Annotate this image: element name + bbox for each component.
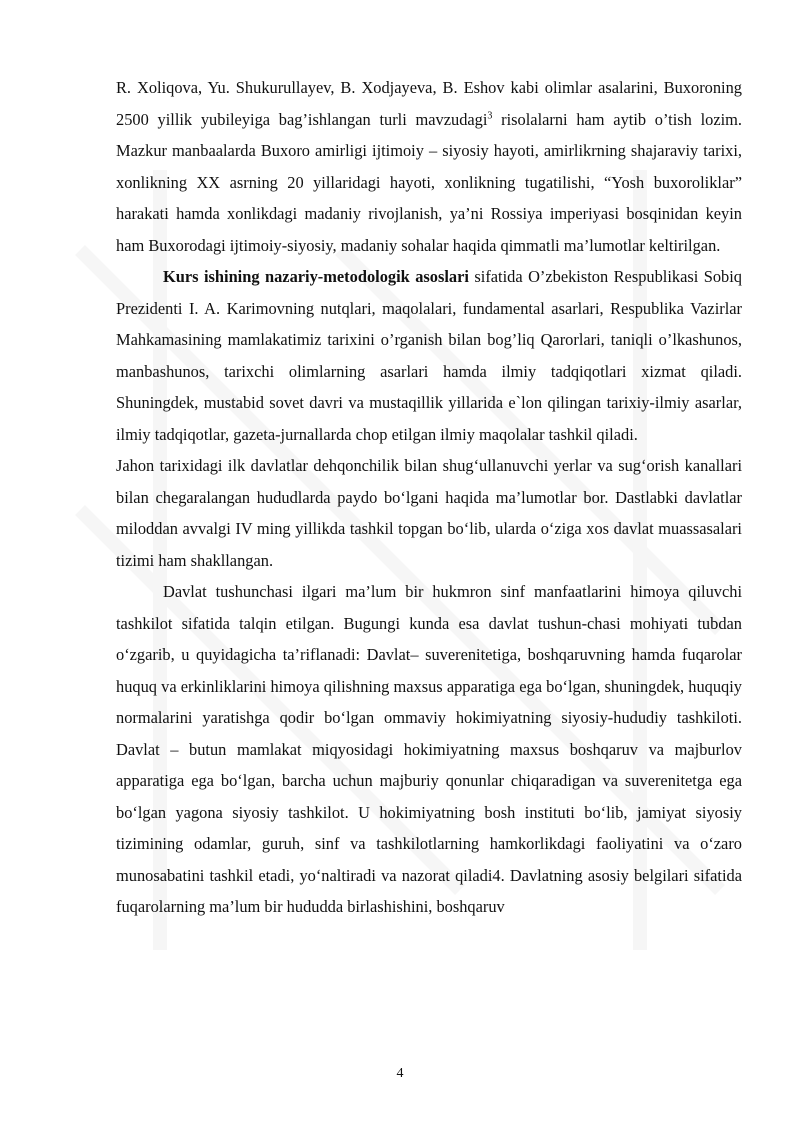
paragraph-text: Jahon tarixidagi ilk davlatlar dehqonchilik bilan shug‘ullanuvchi yerlar va sug‘orish kanallari bilan chegaralangan hududlarda paydo bo‘lgani haqida ma’lumotlar bor. Dastlabki davlatlar miloddan avvalgi IV ming yillikda tashkil topgan bo‘lib, ularda o‘ziga xos davlat muassasalari tizimi ham shakllangan. [116,456,742,570]
paragraph-early-states [116,450,742,576]
footnote-marker: 3 [487,110,493,122]
paragraph-text: sifatida O’zbekiston Respublikasi Sobiq Prezidenti I. A. Karimovning nutqlari, maqolalari, fundamental asarlari, Respublika Vazirlar Mahkamasining mamlakatimiz tarixini o’rganish bilan bog’liq Qarorlari, taniqli o’lkashunos, manbashunos, tarixchi olimlarning asarlari hamda ilmiy tadqiqotlari xizmat qiladi. Shuningdek, mustabid sovet davri va mustaqillik yillarida e`lon qilingan tarixiy-ilmiy asarlar, ilmiy tadqiqotlar, gazeta-jurnallarda chop etilgan ilmiy maqolalar tashkil qiladi. [116,267,743,444]
paragraph-text: risolalarni ham aytib o’tish lozim. Mazkur manbaalarda Buxoro amirligi ijtimoiy – siyosiy hayoti, amirlikrning shajaraviy tarixi, xonlikning XX asrning 20 yillaridagi hayoti, xonlikning tugatilishi, “Yosh buxoroliklar” harakati hamda xonlikdagi madaniy rivojlanish, ya’ni Rossiya imperiyasi bosqinidan keyin ham Buxorodagi ijtimoiy-siyosiy, madaniy sohalar haqida qimmatli ma’lumotlar keltirilgan. [116,109,742,255]
paragraph-text: Davlat tushunchasi ilgari ma’lum bir hukmron sinf manfaatlarini himoya qiluvchi tashkilot sifatida talqin etilgan. Bugungi kunda esa davlat tushun-chasi mohiyati tubdan o‘zgarib, u quyidagicha ta’riflanadi: Davlat– suverenitetiga, boshqaruvning hamda fuqarolar huquq va erkinliklarini himoya qilishning maxsus apparatiga ega bo‘lgan, shuningdek, huquqiy normalarini yaratishga qodir bo‘lgan ommaviy hokimiyatning siyosiy-hududiy tashkiloti. Davlat – butun mamlakat miqyosidagi hokimiyatning maxsus boshqaruv va majburlov apparatiga ega bo‘lgan, barcha uchun majburiy qonunlar chiqaradigan va suverenitetga ega bo‘lgan yagona siyosiy tashkilot. U hokimiyatning bosh instituti bo‘lib, jamiyat siyosiy tizimining odamlar, guruh, sinf va tashkilotlarning hamkorlikdagi faoliyatini va o‘zaro munosabatini tashkil etadi, yo‘naltiradi va nazorat qiladi4. Davlatning asosiy belgilari sifatida fuqarolarning ma’lum bir hududda birlashishini, boshqaruv [116,582,742,916]
paragraph-state-definition [116,576,742,923]
page-number: 4 [396,1066,404,1081]
body-text [116,72,742,923]
paragraph-text: R. Xoliqova, Yu. Shukurullayev, B. Xodjayeva, B. Eshov kabi olimlar asalarini, Buxoroning 2500 yillik yubileyiga bag’ishlangan turli mavzudagi [116,78,742,129]
paragraph-literature-review [116,72,742,261]
paragraph-methodology [116,261,742,450]
bold-heading-phrase: Kurs ishining nazariy-metodologik asoslari [163,267,469,286]
